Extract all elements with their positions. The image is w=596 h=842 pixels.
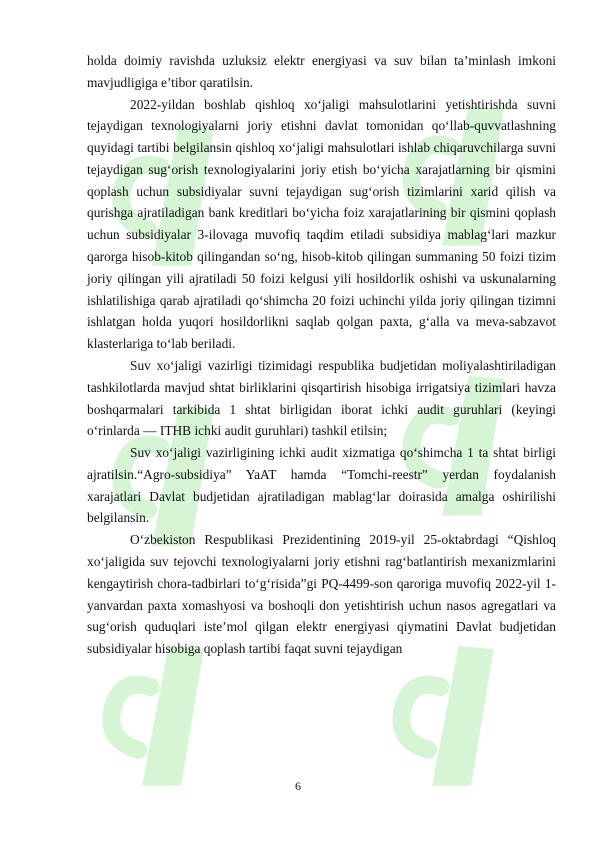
paragraph: Suv xo‘jaligi vazirligi tizimidagi respublika budjetidan moliyalashtiriladigan tashkilotlarda mavjud shtat birliklarini qisqartirish hisobiga irrigatsiya tizimlari havza boshqarmalari tarkibida 1 shtat birligidan iborat ichki audit guruhlari (keyingi o‘rinlarda — ITHB ichki audit guruhlari) tashkil etilsin; [87, 357, 556, 439]
paragraph: 2022-yildan boshlab qishloq xo‘jaligi mahsulotlarini yetishtirishda suvni tejaydigan texnologiyalarni joriy etishni davlat tomonidan qo‘llab-quvvatlashning quyidagi tartibi belgilansin qishloq xo‘jaligi mahsulotlari ishlab chiqaruvchilarga suvni tejaydigan sug‘orish texnologiyalarini joriy etish bo‘yicha xarajatlarning bir qismini qoplash uchun subsidiyalar suvni tejaydigan sug‘orish tizimlarini xarid qilish va qurishga ajratiladigan bank kreditlari bo‘yicha foiz xarajatlarining bir qismini qoplash uchun subsidiyalar 3-ilovaga muvofiq taqdim etiladi subsidiya mablag‘lari mazkur qarorga hisob-kitob qilingandan so‘ng, hisob-kitob qilingan summaning 50 foizi tizim joriy qilingan yili ajratiladi 50 foizi kelgusi yili hosildorlik oshishi va uskunalarning ishlatilishiga qarab ajratiladi qo‘shimcha 20 foizi uchinchi yilda joriy qilingan tizimni ishlatgan holda yuqori hosildorlikni saqlab qolgan paxta, g‘alla va meva-sabzavot klasterlariga to‘lab beriladi. [87, 96, 556, 352]
paragraph: Suv xo‘jaligi vazirligining ichki audit xizmatiga qo‘shimcha 1 ta shtat birligi ajratilsin.“Agro-subsidiya” YaAT hamda “Tomchi-reestr” yerdan foydalanish xarajatlari Davlat budjetidan ajratiladigan mablag‘lar doirasida amalga oshirilishi belgilansin. [87, 445, 556, 526]
body-text [87, 50, 556, 660]
paragraph: holda doimiy ravishda uzluksiz elektr energiyasi va suv bilan ta’minlash imkoni mavjudligiga e’tibor qaratilsin. [87, 53, 556, 90]
page-number: 6 [295, 779, 301, 793]
paragraph: O‘zbekiston Respublikasi Prezidentining 2019-yil 25-oktabrdagi “Qishloq xo‘jaligida suv tejovchi texnologiyalarni joriy etishni rag‘batlantirish mexanizmlarini kengaytirish chora-tadbirlari to‘g‘risida”gi PQ-4499-son qaroriga muvofiq 2022-yil 1-yanvardan paxta xomashyosi va boshoqli don yetishtirish uchun nasos agregatlari va sug‘orish quduqlari iste’mol qilgan elektr energiyasi qiymatini Davlat budjetidan subsidiyalar hisobiga qoplash tartibi faqat suvni tejaydigan [87, 532, 556, 657]
